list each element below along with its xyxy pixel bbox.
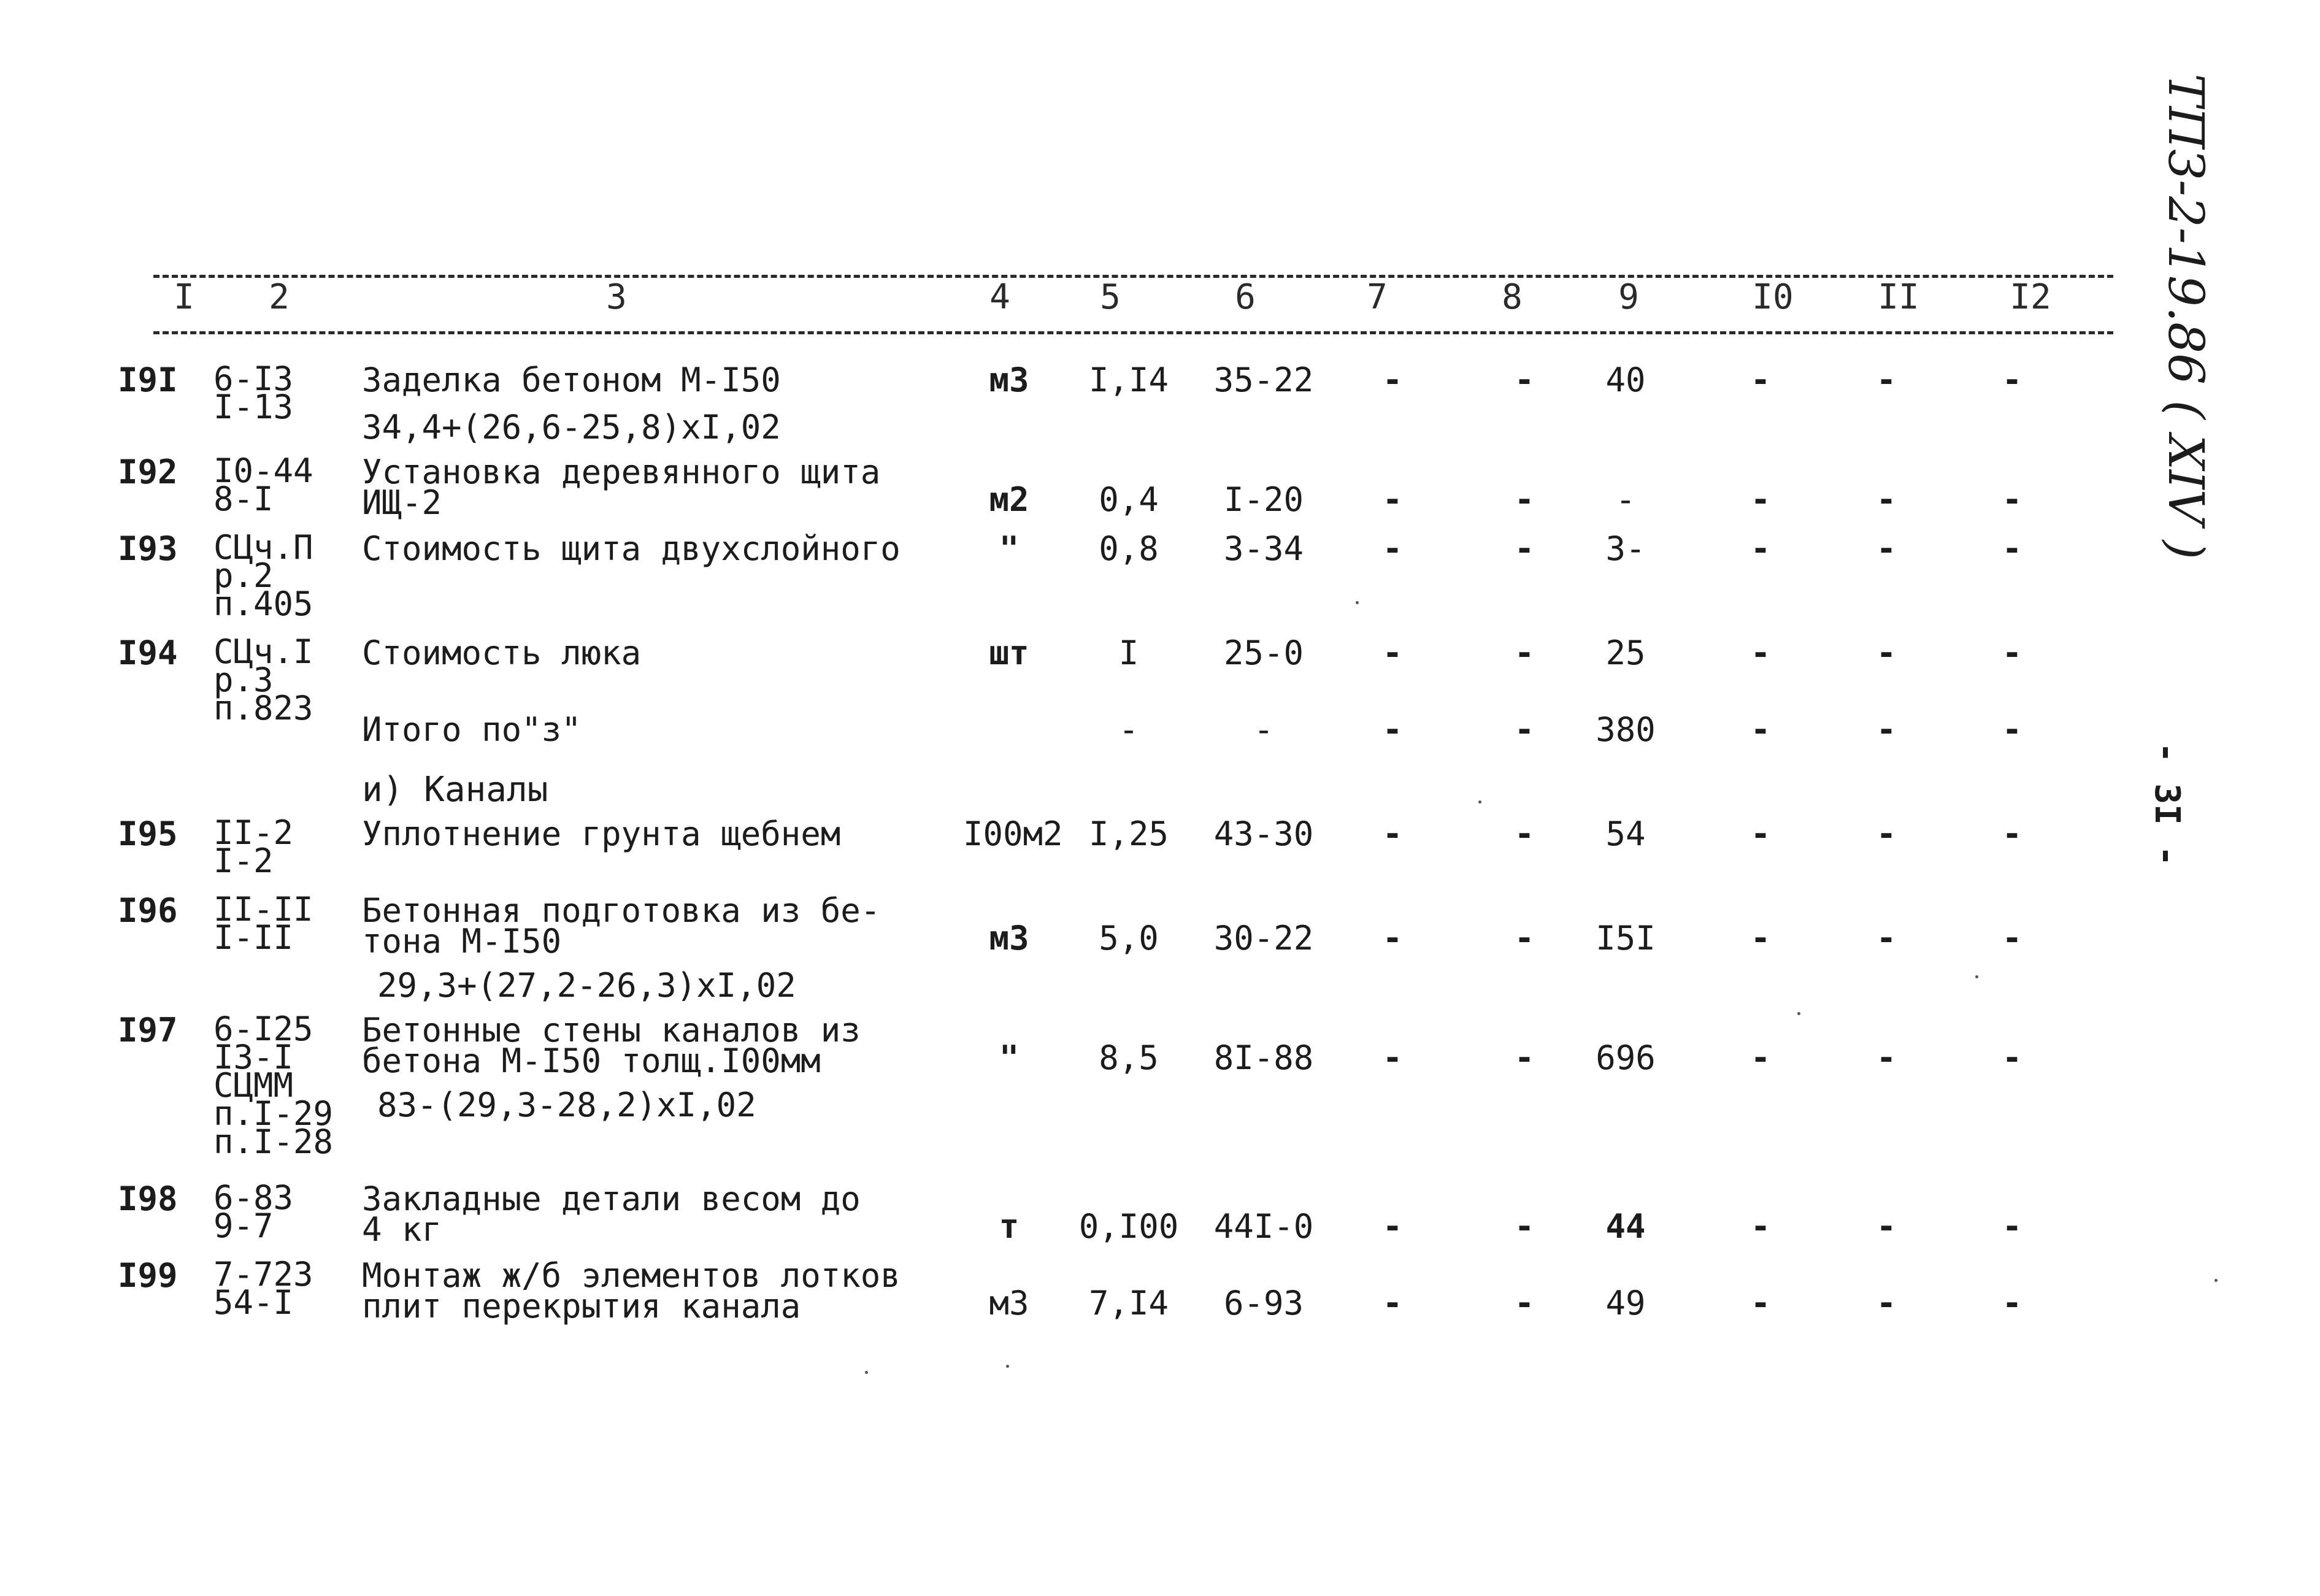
row-number: I93 [118, 529, 178, 568]
quantity: I,25 [1088, 815, 1169, 853]
col-7: - [1382, 361, 1403, 399]
row-number: I9I [118, 361, 178, 399]
scan-speck [1478, 800, 1481, 804]
col-10: - [1750, 634, 1771, 672]
work-description: Стоимость щита двухслойного [362, 529, 901, 568]
column-header-2: 2 [269, 277, 290, 317]
col-12: - [2002, 1038, 2022, 1077]
row-number: I95 [118, 815, 178, 853]
row-number: I92 [118, 453, 178, 491]
col-11: - [1876, 815, 1897, 853]
col-10: - [1750, 480, 1771, 519]
scan-speck [1356, 601, 1359, 604]
col-11: - [1876, 529, 1897, 568]
unit-price: 44I-0 [1213, 1207, 1314, 1246]
col-10: - [1750, 710, 1771, 749]
column-header-3: 3 [606, 277, 627, 317]
subtotal-label: Итого по"з" [362, 710, 582, 749]
col-12: - [2002, 815, 2022, 853]
column-header-9: 9 [1618, 277, 1639, 317]
unit-price: - [1253, 710, 1274, 749]
col-8: - [1514, 815, 1535, 853]
unit: м2 [989, 480, 1029, 519]
unit: " [999, 1038, 1020, 1077]
norm-code: I0-44 8-I [213, 451, 313, 518]
total-cost: I5I [1596, 919, 1656, 957]
norm-code: СЦч.I р.3 п.823 [213, 632, 313, 727]
row-number: I99 [118, 1256, 178, 1295]
col-10: - [1750, 815, 1771, 853]
col-10: - [1750, 529, 1771, 568]
total-cost: 25 [1605, 634, 1646, 672]
quantity: - [1118, 710, 1139, 749]
col-11: - [1876, 1207, 1897, 1246]
unit-price: 6-93 [1223, 1284, 1304, 1322]
quantity: 5,0 [1099, 919, 1159, 957]
col-10: - [1750, 1284, 1771, 1322]
col-11: - [1876, 1038, 1897, 1077]
unit-price: 25-0 [1223, 634, 1304, 672]
quantity: 0,8 [1099, 529, 1159, 568]
col-7: - [1382, 480, 1403, 519]
norm-code: 7-723 54-I [213, 1255, 313, 1322]
scan-speck [1797, 1012, 1800, 1015]
unit-price: 35-22 [1213, 361, 1314, 399]
column-header-12: I2 [2010, 277, 2051, 317]
col-11: - [1876, 1284, 1897, 1322]
volume-formula: 34,4+(26,6-25,8)xI,02 [362, 408, 781, 447]
norm-code: СЦч.П р.2 п.405 [213, 528, 313, 623]
unit-price: 3-34 [1223, 529, 1304, 568]
row-number: I96 [118, 891, 178, 930]
col-12: - [2002, 1284, 2022, 1322]
volume-formula: 29,3+(27,2-26,3)xI,02 [377, 966, 796, 1005]
col-7: - [1382, 1207, 1403, 1246]
row-number: I97 [118, 1011, 178, 1049]
quantity: 0,I00 [1078, 1207, 1179, 1246]
col-7: - [1382, 710, 1403, 749]
quantity: 8,5 [1099, 1038, 1159, 1077]
total-cost: 49 [1605, 1284, 1646, 1322]
column-header-5: 5 [1100, 277, 1121, 317]
unit: I00м2 [963, 815, 1063, 853]
document-code-margin [2141, 74, 2221, 577]
col-8: - [1514, 480, 1535, 519]
col-10: - [1750, 919, 1771, 957]
quantity: 7,I4 [1088, 1284, 1169, 1322]
unit-price: 30-22 [1213, 919, 1314, 957]
norm-code: II-2 I-2 [213, 813, 294, 880]
col-8: - [1514, 529, 1535, 568]
col-12: - [2002, 1207, 2022, 1246]
col-8: - [1514, 1284, 1535, 1322]
total-cost: 44 [1605, 1207, 1646, 1246]
col-7: - [1382, 634, 1403, 672]
total-cost: 40 [1605, 361, 1646, 399]
col-8: - [1514, 1207, 1535, 1246]
col-8: - [1514, 710, 1535, 749]
col-12: - [2002, 634, 2022, 672]
col-8: - [1514, 919, 1535, 957]
col-12: - [2002, 361, 2022, 399]
work-description: Монтаж ж/б элементов лотков плит перекрытия канала [362, 1256, 901, 1326]
column-header-11: II [1878, 277, 1919, 317]
col-7: - [1382, 919, 1403, 957]
unit-price: 8I-88 [1213, 1038, 1314, 1077]
section-title: и) Каналы [362, 770, 548, 810]
col-10: - [1750, 1207, 1771, 1246]
unit-price: I-20 [1223, 480, 1304, 519]
unit-price: 43-30 [1213, 815, 1314, 853]
norm-code: II-II I-II [213, 890, 313, 957]
col-8: - [1514, 1038, 1535, 1077]
total-cost: - [1615, 480, 1636, 519]
col-11: - [1876, 710, 1897, 749]
col-12: - [2002, 710, 2022, 749]
column-header-6: 6 [1235, 277, 1256, 317]
header-top-rule [153, 275, 2113, 278]
scan-speck [2214, 1279, 2218, 1282]
col-11: - [1876, 919, 1897, 957]
col-7: - [1382, 529, 1403, 568]
row-number: I94 [118, 634, 178, 672]
header-bottom-rule [153, 331, 2113, 334]
column-header-7: 7 [1367, 277, 1388, 317]
quantity: I [1118, 634, 1139, 672]
col-11: - [1876, 634, 1897, 672]
col-8: - [1514, 361, 1535, 399]
quantity: I,I4 [1088, 361, 1169, 399]
col-11: - [1876, 361, 1897, 399]
unit: шт [989, 634, 1029, 672]
total-cost: 54 [1605, 815, 1646, 853]
work-description: Бетонные стены каналов из бетона М-I50 толщ.I00мм [362, 1011, 861, 1080]
unit: т [999, 1207, 1020, 1246]
work-description: Установка деревянного щита ИЩ-2 [362, 453, 881, 522]
work-description: Закладные детали весом до 4 кг [362, 1180, 861, 1249]
col-10: - [1750, 361, 1771, 399]
volume-formula: 83-(29,3-28,2)xI,02 [377, 1086, 756, 1124]
work-description: Стоимость люка [362, 634, 642, 672]
subtotal-value: 380 [1596, 710, 1656, 749]
col-10: - [1750, 1038, 1771, 1077]
work-description: Бетонная подготовка из бе- тона М-I50 [362, 891, 881, 961]
row-number: I98 [118, 1180, 178, 1218]
work-description: Уплотнение грунта щебнем [362, 815, 841, 853]
norm-code: 6-83 9-7 [213, 1178, 294, 1245]
unit: м3 [989, 919, 1029, 957]
column-header-4: 4 [989, 277, 1010, 317]
page-number: - 3I - [2147, 742, 2187, 867]
scan-speck [1975, 975, 1978, 978]
col-7: - [1382, 1038, 1403, 1077]
norm-code: 6-I3 I-13 [213, 359, 294, 426]
col-8: - [1514, 634, 1535, 672]
column-header-10: I0 [1752, 277, 1794, 317]
unit: м3 [989, 361, 1029, 399]
quantity: 0,4 [1099, 480, 1159, 519]
col-11: - [1876, 480, 1897, 519]
total-cost: 3- [1605, 529, 1646, 568]
column-header-8: 8 [1502, 277, 1523, 317]
col-12: - [2002, 480, 2022, 519]
col-12: - [2002, 919, 2022, 957]
work-description: Заделка бетоном М-I50 [362, 361, 781, 399]
total-cost: 696 [1596, 1038, 1656, 1077]
scan-speck [865, 1371, 868, 1374]
norm-code: 6-I25 I3-I СЦММ п.I-29 п.I-28 [213, 1010, 334, 1161]
col-7: - [1382, 1284, 1403, 1322]
unit: м3 [989, 1284, 1029, 1322]
col-7: - [1382, 815, 1403, 853]
col-12: - [2002, 529, 2022, 568]
unit: " [999, 529, 1020, 568]
scan-speck [1006, 1365, 1009, 1368]
document-code: ТПЗ-2-19.86 ( XIV ) [2157, 74, 2214, 559]
page-number-margin [2144, 742, 2193, 877]
column-header-1: I [174, 277, 194, 317]
